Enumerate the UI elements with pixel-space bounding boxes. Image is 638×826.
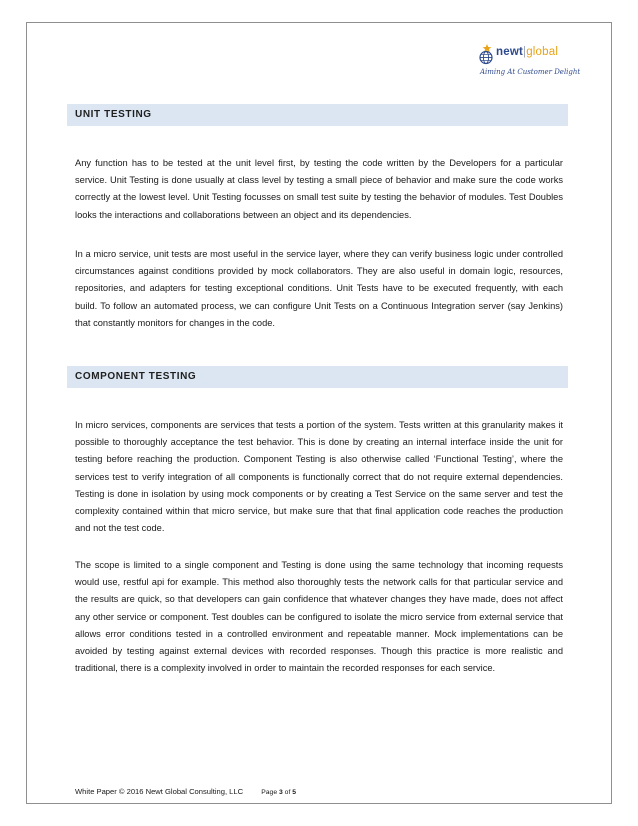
logo-wordmark (496, 46, 558, 58)
logo-word-newt: newt (496, 46, 523, 58)
page-current: 3 (279, 789, 283, 796)
component-testing-paragraph-1: In micro services, components are services that tests a portion of the system. Tests written at this granularity makes it possible to thoroughly acceptance the test behavior. This is done by creating an internal interface inside the unit for testing before reaching the production. Component Testing is also otherwise called ‘Functional Testing’, where the services test to verify integration of all components is functionally correct that do not require external dependencies. Testing is done in isolation by using mock components or by creating a Test Service on the same server and test the complexity contained within that micro service, but make sure that that final application code reaches the production and not the test code. (75, 420, 563, 534)
section-heading-component-testing: COMPONENT TESTING (67, 366, 568, 388)
page-border (26, 22, 612, 804)
component-testing-paragraph-2: The scope is limited to a single component and Testing is done using the same technology that incoming requests would use, restful api for example. This method also thoroughly tests the network calls for that particular service and the results are quick, so that developers can gain confidence that whatever changes they have made, does not affect any other service or component. Test doubles can be configured to isolate the micro service from external service that allows error conditions tested in a controlled environment and repeatable manner. Mock implementations can be avoided by testing against external devices with recorded responses. Though this practice is more realistic and traditional, there is a complexity involved in order to maintain the recorded responses for each service. (75, 560, 563, 674)
page-word: Page (261, 789, 278, 796)
logo-word-global: global (526, 46, 559, 58)
page-footer (75, 787, 296, 796)
unit-testing-paragraph-1: Any function has to be tested at the unit level first, by testing the code written by the Developers for a particular service. Unit Testing is done usually at class level by testing a small piece of behavior and make sure the code works correctly at the lowest level. Unit Testing focusses on small test suite by testing the behavior of modules. Test Doubles looks the interactions and collaborations between an object and its dependencies. (75, 158, 563, 220)
unit-testing-paragraph-2: In a micro service, unit tests are most useful in the service layer, where they can verify business logic under controlled circumstances against conditions provided by mock collaborators. They are also useful in domain logic, resources, repositories, and adapters for testing exceptional conditions. Unit Tests have to be executed frequently, with each build. To follow an automated process, we can configure Unit Tests on a Continuous Integration server (say Jenkins) that constantly monitors for changes in the code. (75, 249, 563, 328)
globe-grid-icon (478, 43, 496, 65)
logo-word-separator: | (523, 46, 527, 58)
page-total: 5 (292, 789, 297, 796)
company-logo (478, 43, 581, 83)
footer-copyright: White Paper © 2016 Newt Global Consulting, LLC (75, 787, 244, 796)
section-heading-unit-testing: UNIT TESTING (67, 104, 568, 126)
logo-tagline: Aiming At Customer Delight (480, 68, 581, 76)
page-number (261, 789, 296, 796)
page-of-word: of (284, 789, 291, 796)
